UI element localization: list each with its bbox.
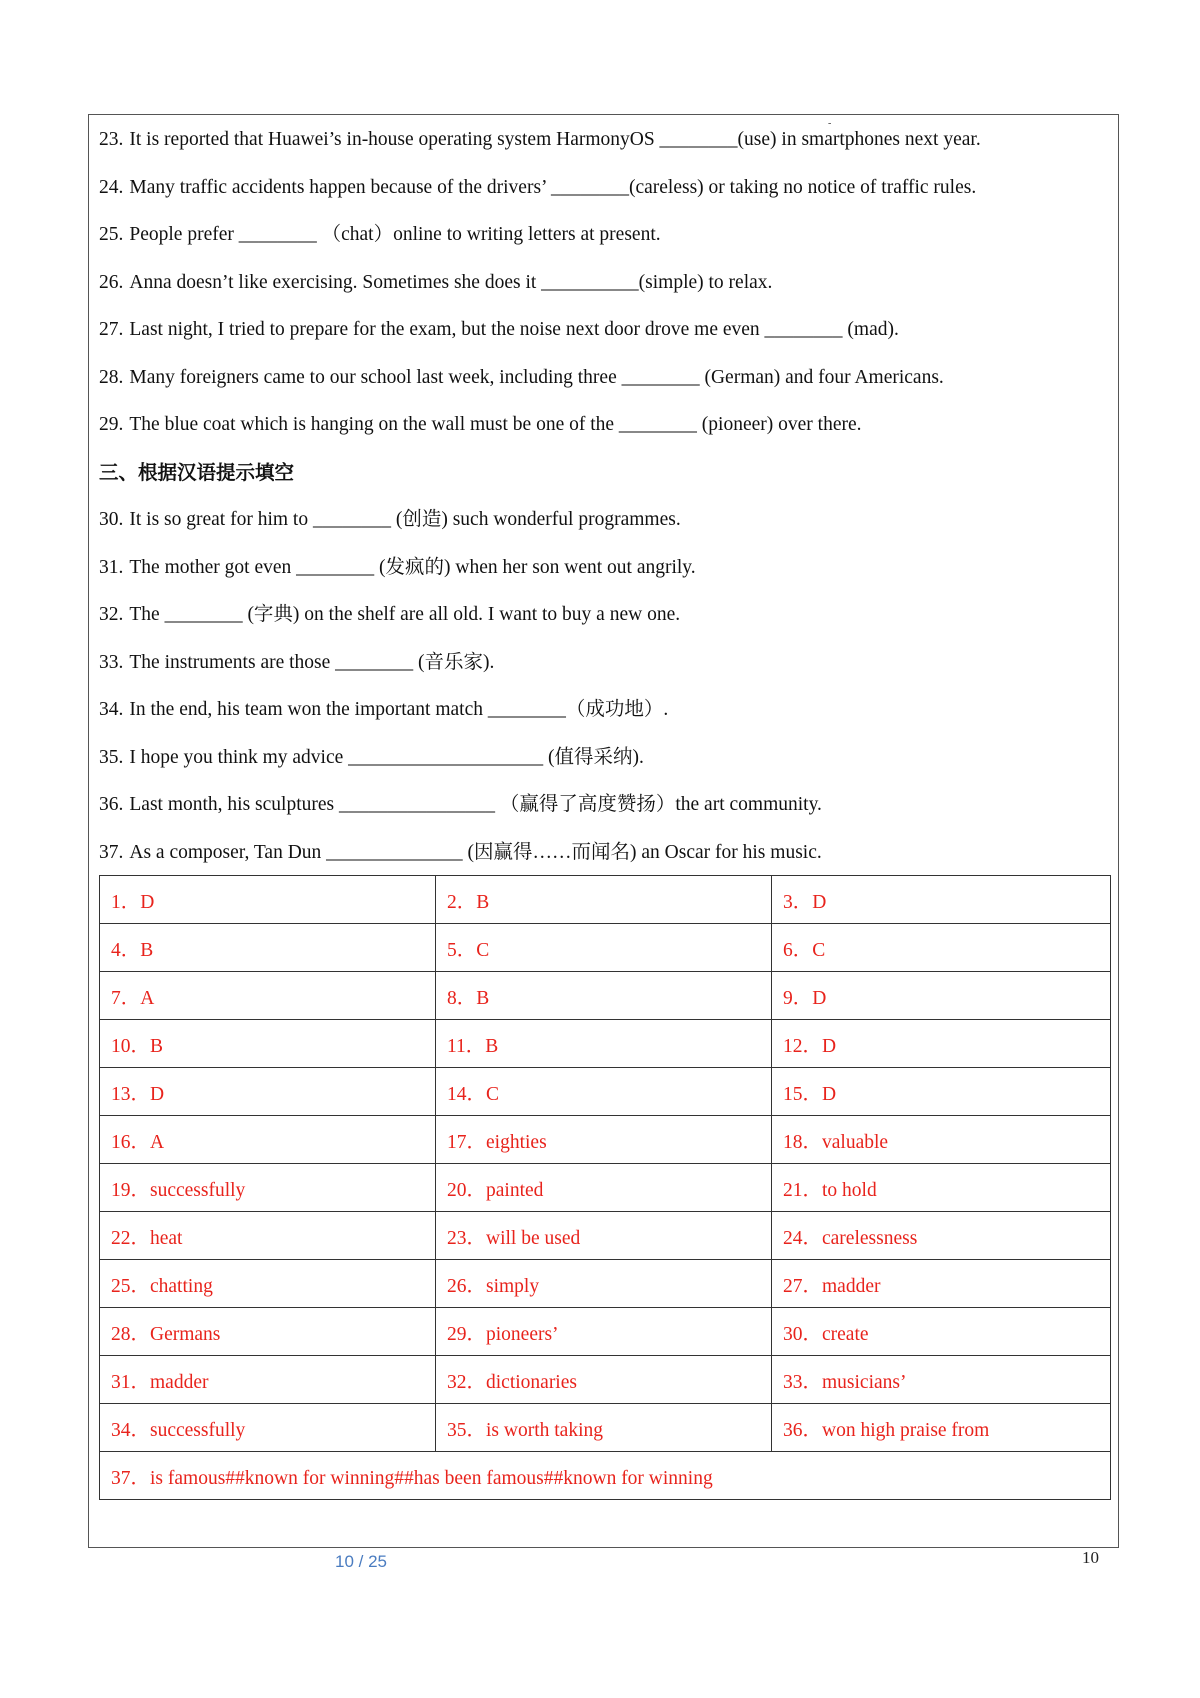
question-34: 34. In the end, his team won the important match ________（成功地）. [99, 699, 669, 720]
question-27: 27. Last night, I tried to prepare for the exam, but the noise next door drove me even ________ (mad). [99, 319, 899, 340]
answer-cell: 22．heat [100, 1212, 436, 1260]
answer-cell: 21．to hold [772, 1164, 1111, 1212]
table-row [100, 1308, 1111, 1356]
table-row [100, 1356, 1111, 1404]
answer-cell: 1．D [100, 876, 436, 924]
answer-cell: 29．pioneers’ [436, 1308, 772, 1356]
answer-cell: 36．won high praise from [772, 1404, 1111, 1452]
answer-cell: 33．musicians’ [772, 1356, 1111, 1404]
question-31: 31. The mother got even ________ (发疯的) when her son went out angrily. [99, 556, 696, 578]
question-33: 33. The instruments are those ________ (音乐家). [99, 651, 495, 673]
answer-cell: 15．D [772, 1068, 1111, 1116]
answer-cell: 31．madder [100, 1356, 436, 1404]
answer-cell: 30．create [772, 1308, 1111, 1356]
answer-cell: 9．D [772, 972, 1111, 1020]
table-row [100, 1164, 1111, 1212]
question-32: 32. The ________ (字典) on the shelf are all old. I want to buy a new one. [99, 604, 681, 625]
answer-cell: 7．A [100, 972, 436, 1020]
answer-cell: 35．is worth taking [436, 1404, 772, 1452]
table-row [100, 1068, 1111, 1116]
table-row [100, 1212, 1111, 1260]
answer-cell: 10．B [100, 1020, 436, 1068]
answer-cell: 12．D [772, 1020, 1111, 1068]
scan-mark: - [828, 118, 832, 129]
table-row [100, 1020, 1111, 1068]
answer-cell: 24．carelessness [772, 1212, 1111, 1260]
answer-cell: 8．B [436, 972, 772, 1020]
answer-cell: 25．chatting [100, 1260, 436, 1308]
answer-cell: 2．B [436, 876, 772, 924]
answer-cell-37: 37．is famous##known for winning##has been famous##known for winning [100, 1452, 1111, 1500]
question-list [99, 116, 1099, 876]
answer-cell: 5．C [436, 924, 772, 972]
answer-cell: 4．B [100, 924, 436, 972]
answer-cell: 34．successfully [100, 1404, 436, 1452]
question-25: 25. People prefer ________ （chat）online to writing letters at present. [99, 224, 661, 245]
answer-cell: 26．simply [436, 1260, 772, 1308]
table-row [100, 1260, 1111, 1308]
page-number: 10 [1082, 1548, 1099, 1567]
table-row [100, 1404, 1111, 1452]
answer-cell: 13．D [100, 1068, 436, 1116]
table-row [100, 972, 1111, 1020]
answer-cell: 17．eighties [436, 1116, 772, 1164]
table-row [100, 876, 1111, 924]
answer-cell: 20．painted [436, 1164, 772, 1212]
question-26: 26. Anna doesn’t like exercising. Sometimes she does it __________(simple) to relax. [99, 271, 773, 293]
table-row [100, 924, 1111, 972]
question-30: 30. It is so great for him to ________ (创造) such wonderful programmes. [99, 509, 681, 530]
question-36: 36. Last month, his sculptures ________________ （赢得了高度赞扬）the art community. [99, 794, 822, 815]
answer-cell: 11．B [436, 1020, 772, 1068]
question-23: 23. It is reported that Huawei’s in-house operating system HarmonyOS ________(use) in smartphones next year. [99, 129, 981, 150]
answer-cell: 3．D [772, 876, 1111, 924]
question-29: 29. The blue coat which is hanging on the wall must be one of the ________ (pioneer) over there. [99, 414, 862, 435]
answer-cell: 28．Germans [100, 1308, 436, 1356]
answer-cell: 32．dictionaries [436, 1356, 772, 1404]
answer-cell: 6．C [772, 924, 1111, 972]
table-row [100, 1452, 1111, 1500]
answer-cell: 27．madder [772, 1260, 1111, 1308]
question-37: 37. As a composer, Tan Dun ______________ (因赢得……而闻名) an Oscar for his music. [99, 841, 822, 863]
table-row [100, 1116, 1111, 1164]
answer-cell: 23．will be used [436, 1212, 772, 1260]
answer-cell: 16．A [100, 1116, 436, 1164]
section-3-heading: 三、根据汉语提示填空 [99, 460, 295, 484]
question-35: 35. I hope you think my advice ____________________ (值得采纳). [99, 746, 644, 768]
answer-cell: 14．C [436, 1068, 772, 1116]
answer-key-table [99, 875, 1111, 1500]
question-24: 24. Many traffic accidents happen because of the drivers’ ________(careless) or taking no notice of traffic rules. [99, 176, 977, 198]
answer-cell: 19．successfully [100, 1164, 436, 1212]
question-28: 28. Many foreigners came to our school last week, including three ________ (German) and four Americans. [99, 366, 944, 388]
answer-cell: 18．valuable [772, 1116, 1111, 1164]
page-indicator: 10 / 25 [335, 1552, 387, 1571]
